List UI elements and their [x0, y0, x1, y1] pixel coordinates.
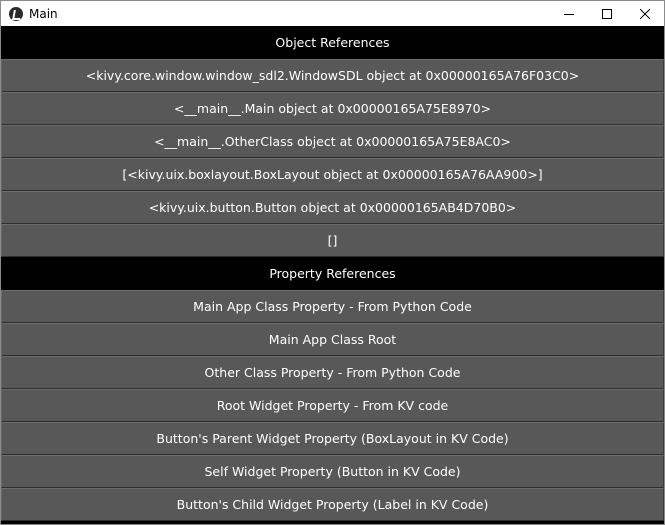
root-widget-property-button[interactable]: Root Widget Property - From KV code: [1, 389, 664, 422]
empty-list-button[interactable]: []: [1, 224, 664, 257]
window-controls: [550, 1, 664, 26]
main-object-button[interactable]: <__main__.Main object at 0x00000165A75E8970>: [1, 92, 664, 125]
parent-widget-property-button[interactable]: Button's Parent Widget Property (BoxLayout in KV Code): [1, 422, 664, 455]
close-icon: [640, 9, 650, 19]
minimize-icon: [564, 9, 574, 19]
child-widget-property-button[interactable]: Button's Child Widget Property (Label in KV Code): [1, 488, 664, 521]
title-bar[interactable]: [1, 1, 664, 26]
window-title: Main: [29, 6, 58, 21]
minimize-button[interactable]: [550, 1, 588, 26]
maximize-button[interactable]: [588, 1, 626, 26]
close-button[interactable]: [626, 1, 664, 26]
boxlayout-object-button[interactable]: [<kivy.uix.boxlayout.BoxLayout object at 0x00000165A76AA900>]: [1, 158, 664, 191]
self-widget-property-button[interactable]: Self Widget Property (Button in KV Code): [1, 455, 664, 488]
main-app-class-root-button[interactable]: Main App Class Root: [1, 323, 664, 356]
main-content: [1, 26, 664, 524]
kivy-logo-icon: [9, 7, 23, 21]
window-object-button[interactable]: <kivy.core.window.window_sdl2.WindowSDL object at 0x00000165A76F03C0>: [1, 59, 664, 92]
object-references-header: Object References: [1, 26, 664, 59]
button-object-button[interactable]: <kivy.uix.button.Button object at 0x00000165AB4D70B0>: [1, 191, 664, 224]
property-references-header: Property References: [1, 257, 664, 290]
main-app-class-property-button[interactable]: Main App Class Property - From Python Code: [1, 290, 664, 323]
otherclass-object-button[interactable]: <__main__.OtherClass object at 0x00000165A75E8AC0>: [1, 125, 664, 158]
maximize-icon: [602, 9, 612, 19]
other-class-property-button[interactable]: Other Class Property - From Python Code: [1, 356, 664, 389]
